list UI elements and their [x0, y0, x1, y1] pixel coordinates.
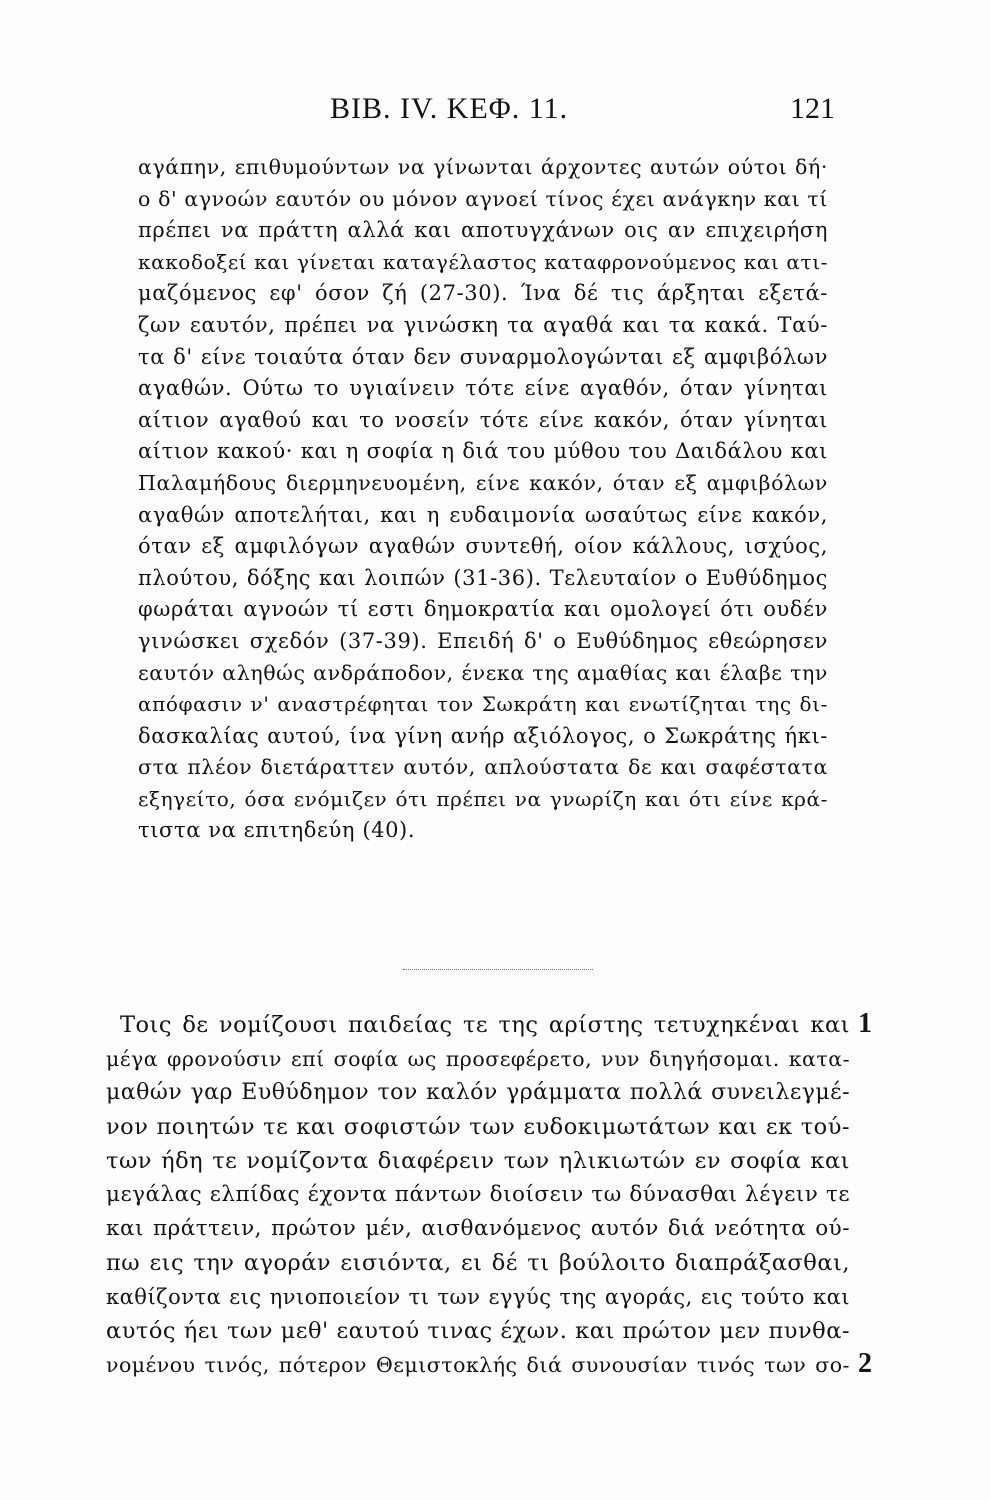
text-line: μεγάλας ελπίδας έχοντα πάντων διοίσειν τω δύνασθαι λέγειν τε: [106, 1182, 850, 1207]
main-text: [106, 1008, 850, 1382]
text-line: νον ποιητών τε και σοφιστών των ευδοκιμωτάτων και εκ τού-: [106, 1114, 850, 1140]
section-divider: [403, 969, 593, 970]
page-header: [0, 92, 990, 132]
text-line: μέγα φρονούσιν επί σοφία ως προσεφέρετο, νυν διηγήσομαι. κατα-: [106, 1047, 850, 1071]
chapter-summary: [138, 152, 828, 847]
summary-line: ζων εαυτόν, πρέπει να γινώσκη τα αγαθά και τα κακά. Ταύ-: [138, 312, 828, 337]
summary-line: τιστα να επιτηδεύη (40).: [138, 818, 416, 843]
text-line: και πράττειν, πρώτον μέν, αισθανόμενος αυτόν διά νεότητα ού-: [106, 1216, 850, 1241]
text-line: καθίζοντα εις ηνιοποιείον τι των εγγύς της αγοράς, εις τούτο και: [106, 1285, 850, 1309]
summary-line: αγαθών. Ούτω το υγιαίνειν τότε είνε αγαθόν, όταν γίνηται: [138, 376, 828, 401]
summary-line: πλούτου, δόξης και λοιπών (31-36). Τελευταίον ο Ευθύδημος: [138, 565, 828, 590]
summary-line: αίτιον κακού· και η σοφία η διά του μύθου του Δαιδάλου και: [138, 439, 828, 464]
summary-line: ο δ' αγνοών εαυτόν ου μόνον αγνοεί τίνος έχει ανάγκην και τί: [138, 186, 828, 211]
summary-line: στα πλέον διετάραττεν αυτόν, απλούστατα δε και σαφέστατα: [138, 755, 828, 780]
summary-line: μαζόμενος εφ' όσον ζή (27-30). Ίνα δέ τις άρξηται εξετά-: [138, 281, 828, 306]
section-number: 1: [858, 1008, 872, 1039]
summary-line: εαυτόν αληθώς ανδράποδον, ένεκα της αμαθίας και έλαβε την: [138, 660, 828, 685]
summary-line: αγάπην, επιθυμούντων να γίνωνται άρχοντες αυτών ούτοι δή·: [138, 155, 828, 179]
text-line: Τοις δε νομίζουσι παιδείας τε της αρίστης τετυχηκέναι και: [120, 1012, 850, 1038]
summary-line: Παλαμήδους διερμηνευομένη, είνε κακόν, όταν εξ αμφιβόλων: [138, 470, 828, 495]
summary-line: αίτιον αγαθού και το νοσείν τότε είνε κακόν, όταν γίνηται: [138, 407, 828, 432]
summary-line: απόφασιν ν' αναστρέφηται τον Σωκράτη και ενωτίζηται της δι-: [138, 692, 828, 717]
page-number: 121: [790, 92, 835, 125]
summary-line: κακοδοξεί και γίνεται καταγέλαστος καταφρονούμενος και ατι-: [138, 249, 828, 274]
summary-line: όταν εξ αμφιλόγων αγαθών συντεθή, οίον κάλλους, ισχύος,: [138, 534, 828, 559]
summary-line: γινώσκει σχεδόν (37-39). Επειδή δ' ο Ευθύδημος εθεώρησεν: [138, 628, 828, 653]
text-line: των ήδη τε νομίζοντα διαφέρειν των ηλικιωτών εν σοφία και: [106, 1148, 850, 1174]
summary-line: τα δ' είνε τοιαύτα όταν δεν συναρμολογώνται εξ αμφιβόλων: [138, 344, 828, 369]
section-number: 2: [858, 1348, 872, 1379]
summary-line: αγαθών αποτελήται, και η ευδαιμονία ωσαύτως είνε κακόν,: [138, 502, 828, 527]
summary-line: πρέπει να πράττη αλλά και αποτυγχάνων οις αν επιχειρήση: [138, 218, 828, 243]
running-head: ΒΙΒ. IV. ΚΕΦ. 11.: [330, 92, 569, 125]
summary-line: δασκαλίας αυτού, ίνα γίνη ανήρ αξιόλογος, ο Σωκράτης ήκι-: [138, 723, 828, 748]
text-line: νομένου τινός, πότερον Θεμιστοκλής διά συνουσίαν τινός των σο-: [106, 1353, 850, 1377]
text-line: μαθών γαρ Ευθύδημον τον καλόν γράμματα πολλά συνειλεγμέ-: [106, 1080, 850, 1105]
text-line: πω εις την αγοράν εισιόντα, ει δέ τι βούλοιτο διαπράξασθαι,: [106, 1250, 850, 1276]
summary-line: φωράται αγνοών τί εστι δημοκρατία και ομολογεί ότι ουδέν: [138, 597, 828, 622]
text-line: αυτός ήει των μεθ' εαυτού τινας έχων. και πρώτον μεν πυνθα-: [106, 1318, 850, 1344]
summary-line: εξηγείτο, όσα ενόμιζεν ότι πρέπει να γνωρίζη και ότι είνε κρά-: [138, 786, 828, 811]
